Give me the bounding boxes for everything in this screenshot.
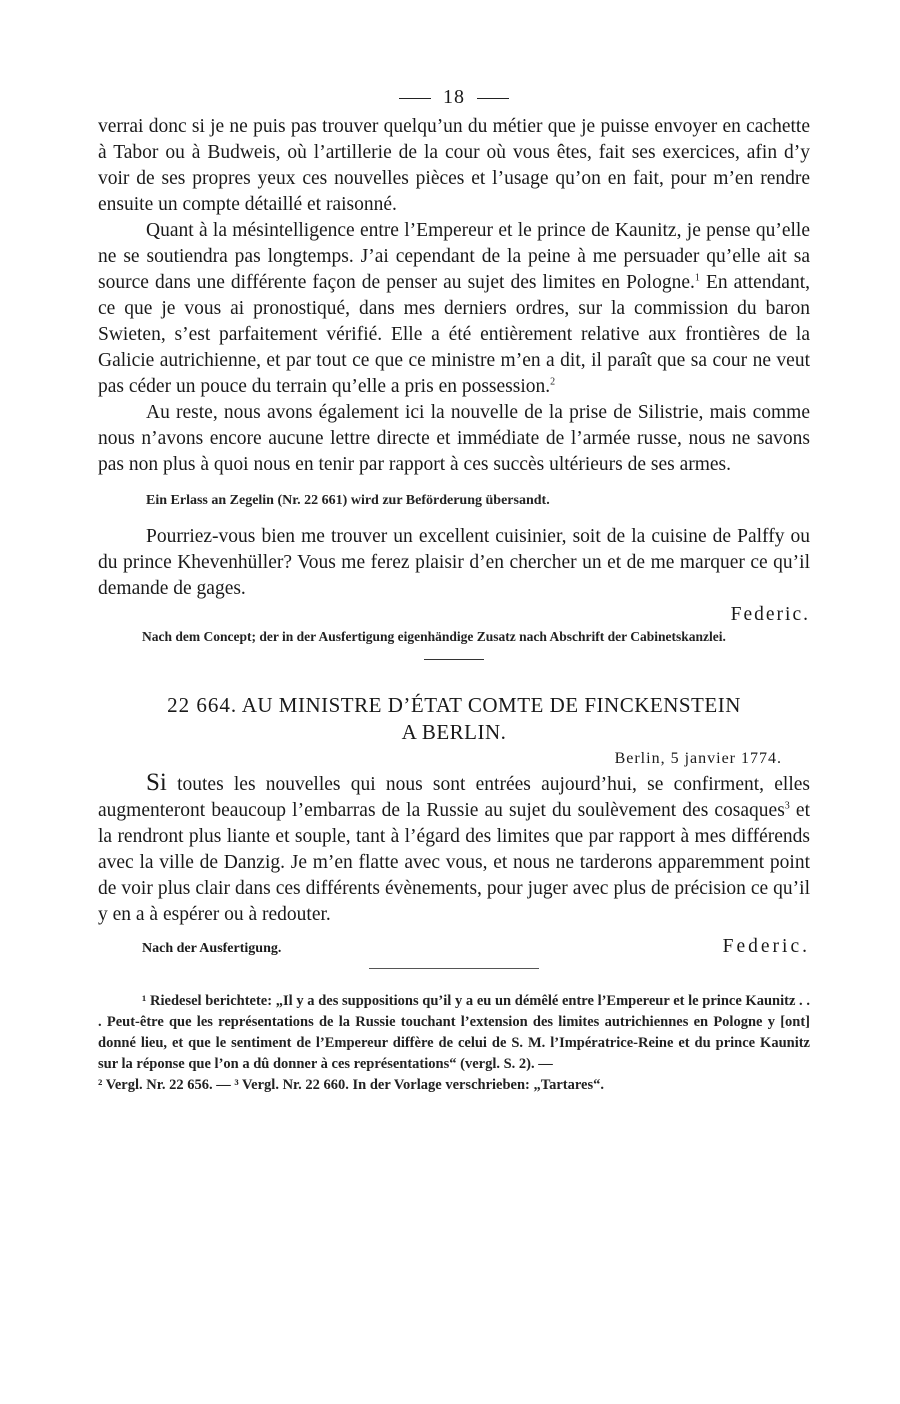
section-divider	[424, 659, 484, 660]
source-note-1: Nach dem Concept; der in der Ausfertigung eigenhändige Zusatz nach Abschrift der Cabinetskanzlei.	[142, 629, 726, 644]
page-header	[98, 82, 810, 112]
footnote-ref-1: 1	[694, 272, 700, 284]
footnote-2-3: ² Vergl. Nr. 22 656. — ³ Vergl. Nr. 22 660. In der Vorlage verschrieben: „Tartares“.	[98, 1077, 604, 1093]
heading-line-1: AU MINISTRE D’ÉTAT COMTE DE FINCKENSTEIN	[241, 693, 741, 717]
paragraph-swieten-text: En attendant, ce que je vous ai pronostiqué, dans mes derniers ordres, sur la commission du baron Swieten, s’est parfaitement vérifié. Elle a été entièrement relative aux frontières de la Galicie autrichienne, et par tout ce que ce ministre m’en a dit, il paraît que sa cour ne veut pas céder un pouce du terrain qu’elle a pris en possession.	[98, 272, 810, 397]
footnote-ref-2: 2	[550, 376, 556, 388]
footnote-divider	[369, 968, 539, 969]
signature-1: Federic.	[730, 604, 810, 625]
paragraph-postscript: Pourriez-vous bien me trouver un excellent cuisinier, soit de la cuisine de Palffy ou du prince Khevenhüller? Vous me ferez plaisir d’en chercher un et de me marquer ce qu’il demande de gages.	[98, 526, 810, 599]
paragraph-kaunitz	[98, 218, 810, 400]
paragraph-silistrie: Au reste, nous avons également ici la nouvelle de la prise de Silistrie, mais comme nous n’avons encore aucune lettre directe et immédiate de l’armée russe, nous ne savons pas non plus à quoi nous en tenir par rapport à ces succès ultérieurs de ses armes.	[98, 402, 810, 475]
footnote-ref-3: 3	[784, 800, 790, 812]
footnote-1: ¹ Riedesel berichtete: „Il y a des suppositions qu’il y a eu un démêlé entre l’Empereur et le prince Kaunitz . . . Peut-être que les représentations de la Russie touchant l’extension des limites autrichiennes en Pologne y [ont] donné lieu, et que le sentiment de l’Empereur diffère de celui de S. M. l’Impératrice-Reine et du prince Kaunitz sur la réponse que l’on a dû donner à ces représentations“ (vergl. S. 2). —	[98, 993, 810, 1072]
page-number: 18	[443, 86, 465, 108]
page	[98, 82, 810, 1096]
dateline: Berlin, 5 janvier 1774.	[614, 750, 782, 767]
paragraph-kaunitz-text: Quant à la mésintelligence entre l’Empereur et le prince de Kaunitz, je pense qu’elle ne se soutiendra pas longtemps. J’ai cependant de la peine à me persuader qu’elle ait sa source dans une différente façon de penser au sujet des limites en Pologne.	[98, 220, 810, 293]
first-word: Si	[146, 769, 167, 796]
continuation-letter	[98, 114, 810, 660]
paragraph-continued: verrai donc si je ne puis pas trouver quelqu’un du métier que je puisse envoyer en cachette à Tabor ou à Budweis, où l’artillerie de la cour où vous êtes, fait ses exercices, afin d’y voir de ses propres yeux ces nouvelles pièces et l’usage qu’on en fait, pour m’en rendre ensuite un compte détaillé et raisonné.	[98, 116, 810, 215]
letter-text-part1: toutes les nouvelles qui nous sont entrées aujourd’hui, se confirment, elles augmenteront beaucoup l’embarras de la Russie au sujet du soulèvement des cosaques	[98, 774, 810, 821]
letter-paragraph	[98, 770, 810, 928]
letter-heading	[98, 692, 810, 746]
letter-text-part2: et la rendront plus liante et souple, tant à l’égard des limites que par rapport à mes différends avec la ville de Danzig. Je m’en flatte avec vous, et nous ne tarderons apparemment point de voir plus clair dans ces différents évènements, pour juger avec plus de précision ce qu’il y en a à espérer ou à redouter.	[98, 800, 810, 925]
heading-line-2: A BERLIN.	[401, 720, 507, 744]
letter-body	[98, 770, 810, 928]
footnotes	[98, 991, 810, 1096]
letter-closing	[98, 934, 810, 960]
letter-number: 22 664.	[167, 693, 238, 717]
header-dash-right	[477, 98, 509, 99]
erlass-note: Ein Erlass an Zegelin (Nr. 22 661) wird zur Beförderung übersandt.	[146, 493, 550, 508]
signature-2: Federic.	[722, 936, 810, 957]
source-note-2: Nach der Ausfertigung.	[142, 941, 282, 956]
header-dash-left	[399, 98, 431, 99]
